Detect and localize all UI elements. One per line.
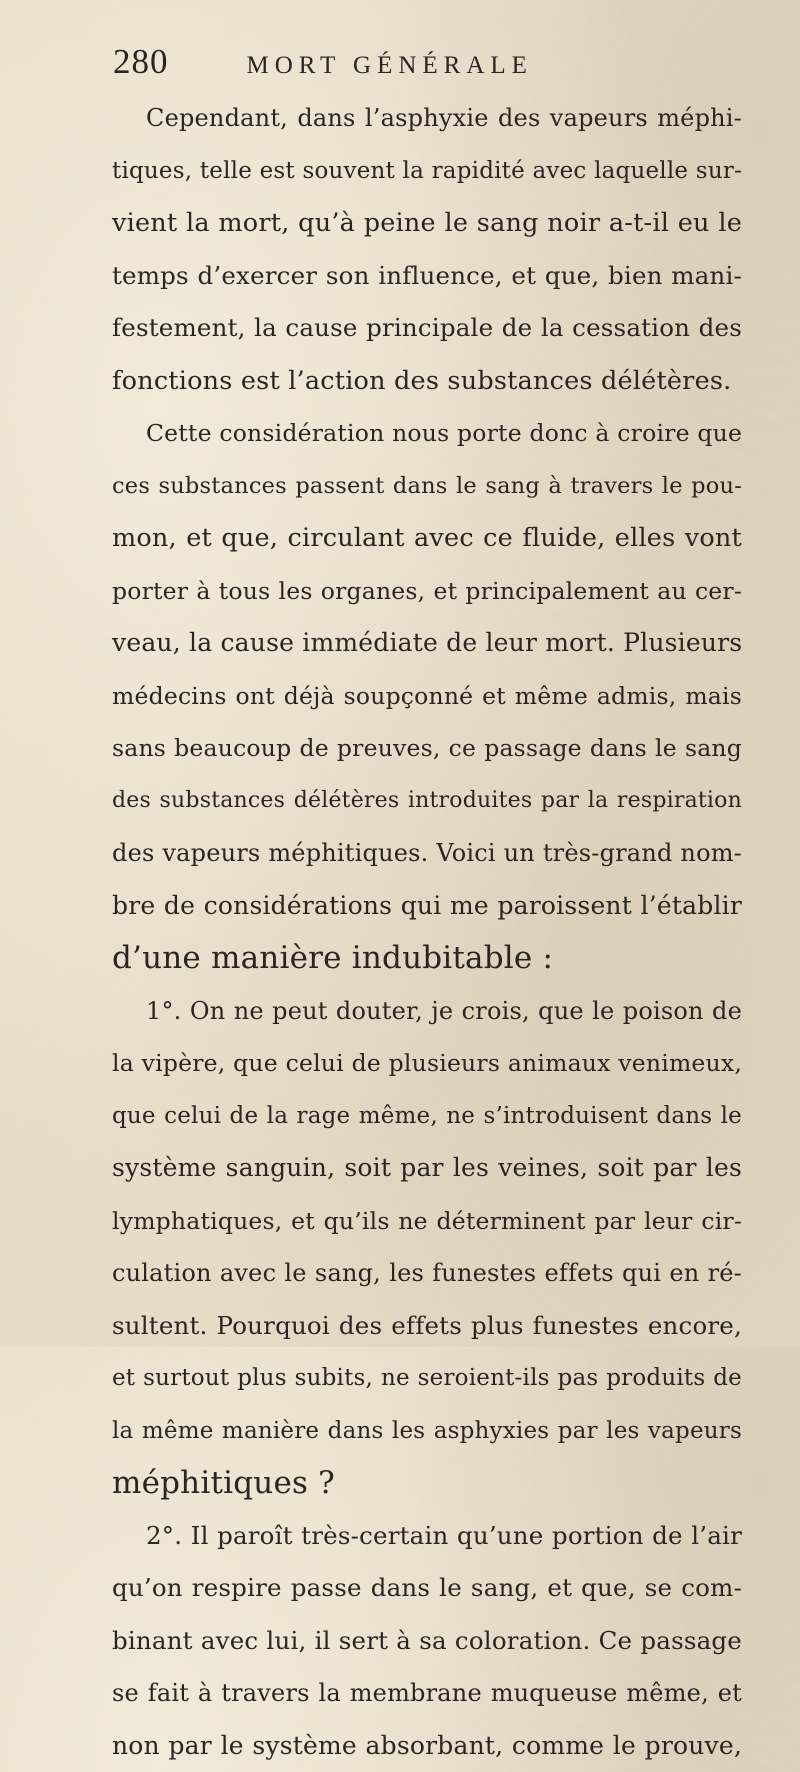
text-line: d’une manière indubitable :	[112, 932, 742, 985]
text-line: Cependant, dans l’asphyxie des vapeurs méphi-	[112, 92, 742, 145]
text-line: vient la mort, qu’à peine le sang noir a-t-il eu le	[112, 197, 742, 250]
text-line: tiques, telle est souvent la rapidité avec laquelle sur-	[112, 145, 742, 198]
text-line: binant avec lui, il sert à sa coloration. Ce passage	[112, 1615, 742, 1668]
page-header	[113, 42, 713, 92]
text-line: la même manière dans les asphyxies par les vapeurs	[112, 1405, 742, 1458]
text-line: culation avec le sang, les funestes effets qui en ré-	[112, 1247, 742, 1300]
text-line: bre de considérations qui me paroissent l’établir	[112, 880, 742, 933]
text-line: qu’on respire passe dans le sang, et que, se com-	[112, 1562, 742, 1615]
text-line: ces substances passent dans le sang à travers le pou-	[112, 460, 742, 513]
text-line: 2°. Il paroît très-certain qu’une portion de l’air	[112, 1510, 742, 1563]
page-number: 280	[113, 42, 169, 82]
text-line: la vipère, que celui de plusieurs animaux venimeux,	[112, 1037, 742, 1090]
text-line: que celui de la rage même, ne s’introduisent dans le	[112, 1090, 742, 1143]
text-line: lymphatiques, et qu’ils ne déterminent par leur cir-	[112, 1195, 742, 1248]
text-line: temps d’exercer son influence, et que, bien mani-	[112, 250, 742, 303]
text-line: non par le système absorbant, comme le prouve,	[112, 1720, 742, 1772]
text-line: sans beaucoup de preuves, ce passage dans le sang	[112, 722, 742, 775]
text-line: mon, et que, circulant avec ce fluide, elles vont	[112, 512, 742, 565]
text-line: festement, la cause principale de la cessation des	[112, 302, 742, 355]
text-line: 1°. On ne peut douter, je crois, que le poison de	[112, 985, 742, 1038]
text-line: système sanguin, soit par les veines, soit par les	[112, 1142, 742, 1195]
text-line: Cette considération nous porte donc à croire que	[112, 407, 742, 460]
text-line: porter à tous les organes, et principalement au cer-	[112, 565, 742, 618]
text-line: des substances délétères introduites par la respiration	[112, 775, 742, 828]
text-line: fonctions est l’action des substances délétères.	[112, 355, 742, 408]
text-line: médecins ont déjà soupçonné et même admis, mais	[112, 670, 742, 723]
text-line: et surtout plus subits, ne seroient-ils pas produits de	[112, 1352, 742, 1405]
text-line: méphitiques ?	[112, 1457, 742, 1510]
text-line: des vapeurs méphitiques. Voici un très-grand nom-	[112, 827, 742, 880]
text-line: sultent. Pourquoi des effets plus funestes encore,	[112, 1300, 742, 1353]
running-head: MORT GÉNÉRALE	[247, 52, 533, 80]
text-line: veau, la cause immédiate de leur mort. Plusieurs	[112, 617, 742, 670]
body-text	[112, 92, 742, 1772]
text-line: se fait à travers la membrane muqueuse même, et	[112, 1667, 742, 1720]
